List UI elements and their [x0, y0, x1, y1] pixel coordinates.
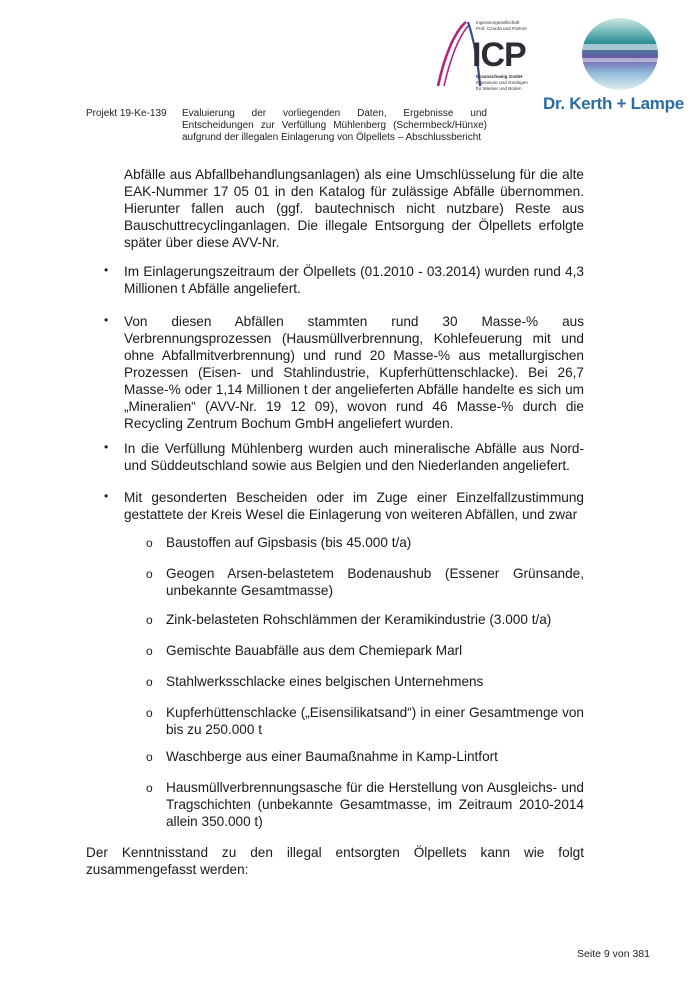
sub-list-item: Stahlwerksschlacke eines belgischen Unternehmens — [166, 674, 484, 689]
sub-bullet-marker: o — [146, 706, 153, 720]
sub-list-item: Geogen Arsen-belastetem Bodenaushub (Essener Grünsande, unbekannte Gesamtmasse) — [166, 566, 584, 598]
bullet-item: Mit gesonderten Bescheiden oder im Zuge einer Einzelfallzustimmung gestattete der Kreis Wesel die Einlagerung von weiteren Abfällen, und zwar — [124, 490, 584, 522]
icp-sub-line-1: Braunschweig GmbH — [476, 74, 523, 79]
intro-paragraph: Abfälle aus Abfallbehandlungsanlagen) als eine Umschlüsselung für die alte EAK-Nummer 17 05 01 in den Katalog für zulässige Abfälle übernommen. Hierunter fallen auch (ggf. bautechnisch nicht nutzbare) Reste aus Bauschuttrecyclinganlagen. Die illegale Entsorgung der Ölpellets erfolgte später über diese AVV-Nr. — [124, 167, 584, 250]
sub-list-item: Baustoffen auf Gipsbasis (bis 45.000 t/a) — [166, 535, 412, 550]
icp-sub-line-2: Ingenieure und Geologen — [476, 80, 528, 85]
sub-list-item: Waschberge aus einer Baumaßnahme in Kamp-Lintfort — [166, 749, 498, 764]
project-title: Evaluierung der vorliegenden Daten, Ergebnisse und Entscheidungen zur Verfüllung Mühlenberg (Schermbeck/Hünxe) aufgrund der illegalen Einlagerung von Ölpellets – Abschlussbericht — [182, 108, 487, 143]
sub-list-item: Kupferhüttenschlacke („Eisensilikatsand“) in einer Gesamtmenge von bis zu 250.000 t — [166, 705, 584, 737]
dk-oval-logo-icon — [538, 14, 693, 94]
bullet-item: Von diesen Abfällen stammten rund 30 Masse-% aus Verbrennungsprozessen (Hausmüllverbrennung, Kohlefeuerung mit und ohne Abfallmitverbrennung) und rund 20 Masse-% aus metallurgischen Prozessen (Eisen- und Stahlindustrie, Kupferhüttenschlacke). Bei 26,7 Masse-% oder 1,14 Millionen t der angelieferten Abfälle handelte es sich um „Mineralien“ (AVV-Nr. 19 12 09), wovon rund 46 Masse-% durch die Recycling Zentrum Bochum GmbH angeliefert wurden. — [124, 314, 584, 431]
dk-logo — [538, 14, 693, 114]
page-number: Seite 9 von 381 — [577, 948, 650, 960]
sub-bullet-marker: o — [146, 613, 153, 627]
bullet-item: In die Verfüllung Mühlenberg wurden auch mineralische Abfälle aus Nord- und Süddeutschland sowie aus Belgien und den Niederlanden angeliefert. — [124, 441, 584, 473]
sub-bullet-marker: o — [146, 536, 153, 550]
sub-list-item: Hausmüllverbrennungsasche für die Herstellung von Ausgleichs- und Tragschichten (unbekannte Gesamtmasse, im Zeitraum 2010-2014 allein 350.000 t) — [166, 780, 584, 829]
icp-top-line-1: Ingenieurgesellschaft — [476, 20, 520, 25]
bullet-item: Im Einlagerungszeitraum der Ölpellets (01.2010 - 03.2014) wurden rund 4,3 Millionen t Abfälle angeliefert. — [124, 264, 584, 296]
dk-logo-name: Dr. Kerth + Lampe — [543, 94, 684, 113]
project-id: Projekt 19-Ke-139 — [86, 108, 167, 119]
sub-bullet-marker: o — [146, 675, 153, 689]
bullet-marker: • — [104, 263, 109, 277]
sub-list-item: Zink-belasteten Rohschlämmen der Keramikindustrie (3.000 t/a) — [166, 612, 552, 627]
icp-wordmark: ICP — [472, 36, 526, 74]
sub-bullet-marker: o — [146, 567, 153, 581]
bullet-marker: • — [104, 489, 109, 503]
icp-sub-line-3: für Wasser und Boden — [476, 86, 522, 91]
icp-top-line-2: Prof. Czurda und Partner — [476, 26, 528, 31]
sub-bullet-marker: o — [146, 750, 153, 764]
sub-list-item: Gemischte Bauabfälle aus dem Chemiepark Marl — [166, 643, 463, 658]
sub-bullet-marker: o — [146, 781, 153, 795]
bullet-marker: • — [104, 440, 109, 454]
sub-bullet-marker: o — [146, 644, 153, 658]
closing-paragraph: Der Kenntnisstand zu den illegal entsorgten Ölpellets kann wie folgt zusammengefasst werden: — [86, 845, 584, 877]
bullet-marker: • — [104, 313, 109, 327]
